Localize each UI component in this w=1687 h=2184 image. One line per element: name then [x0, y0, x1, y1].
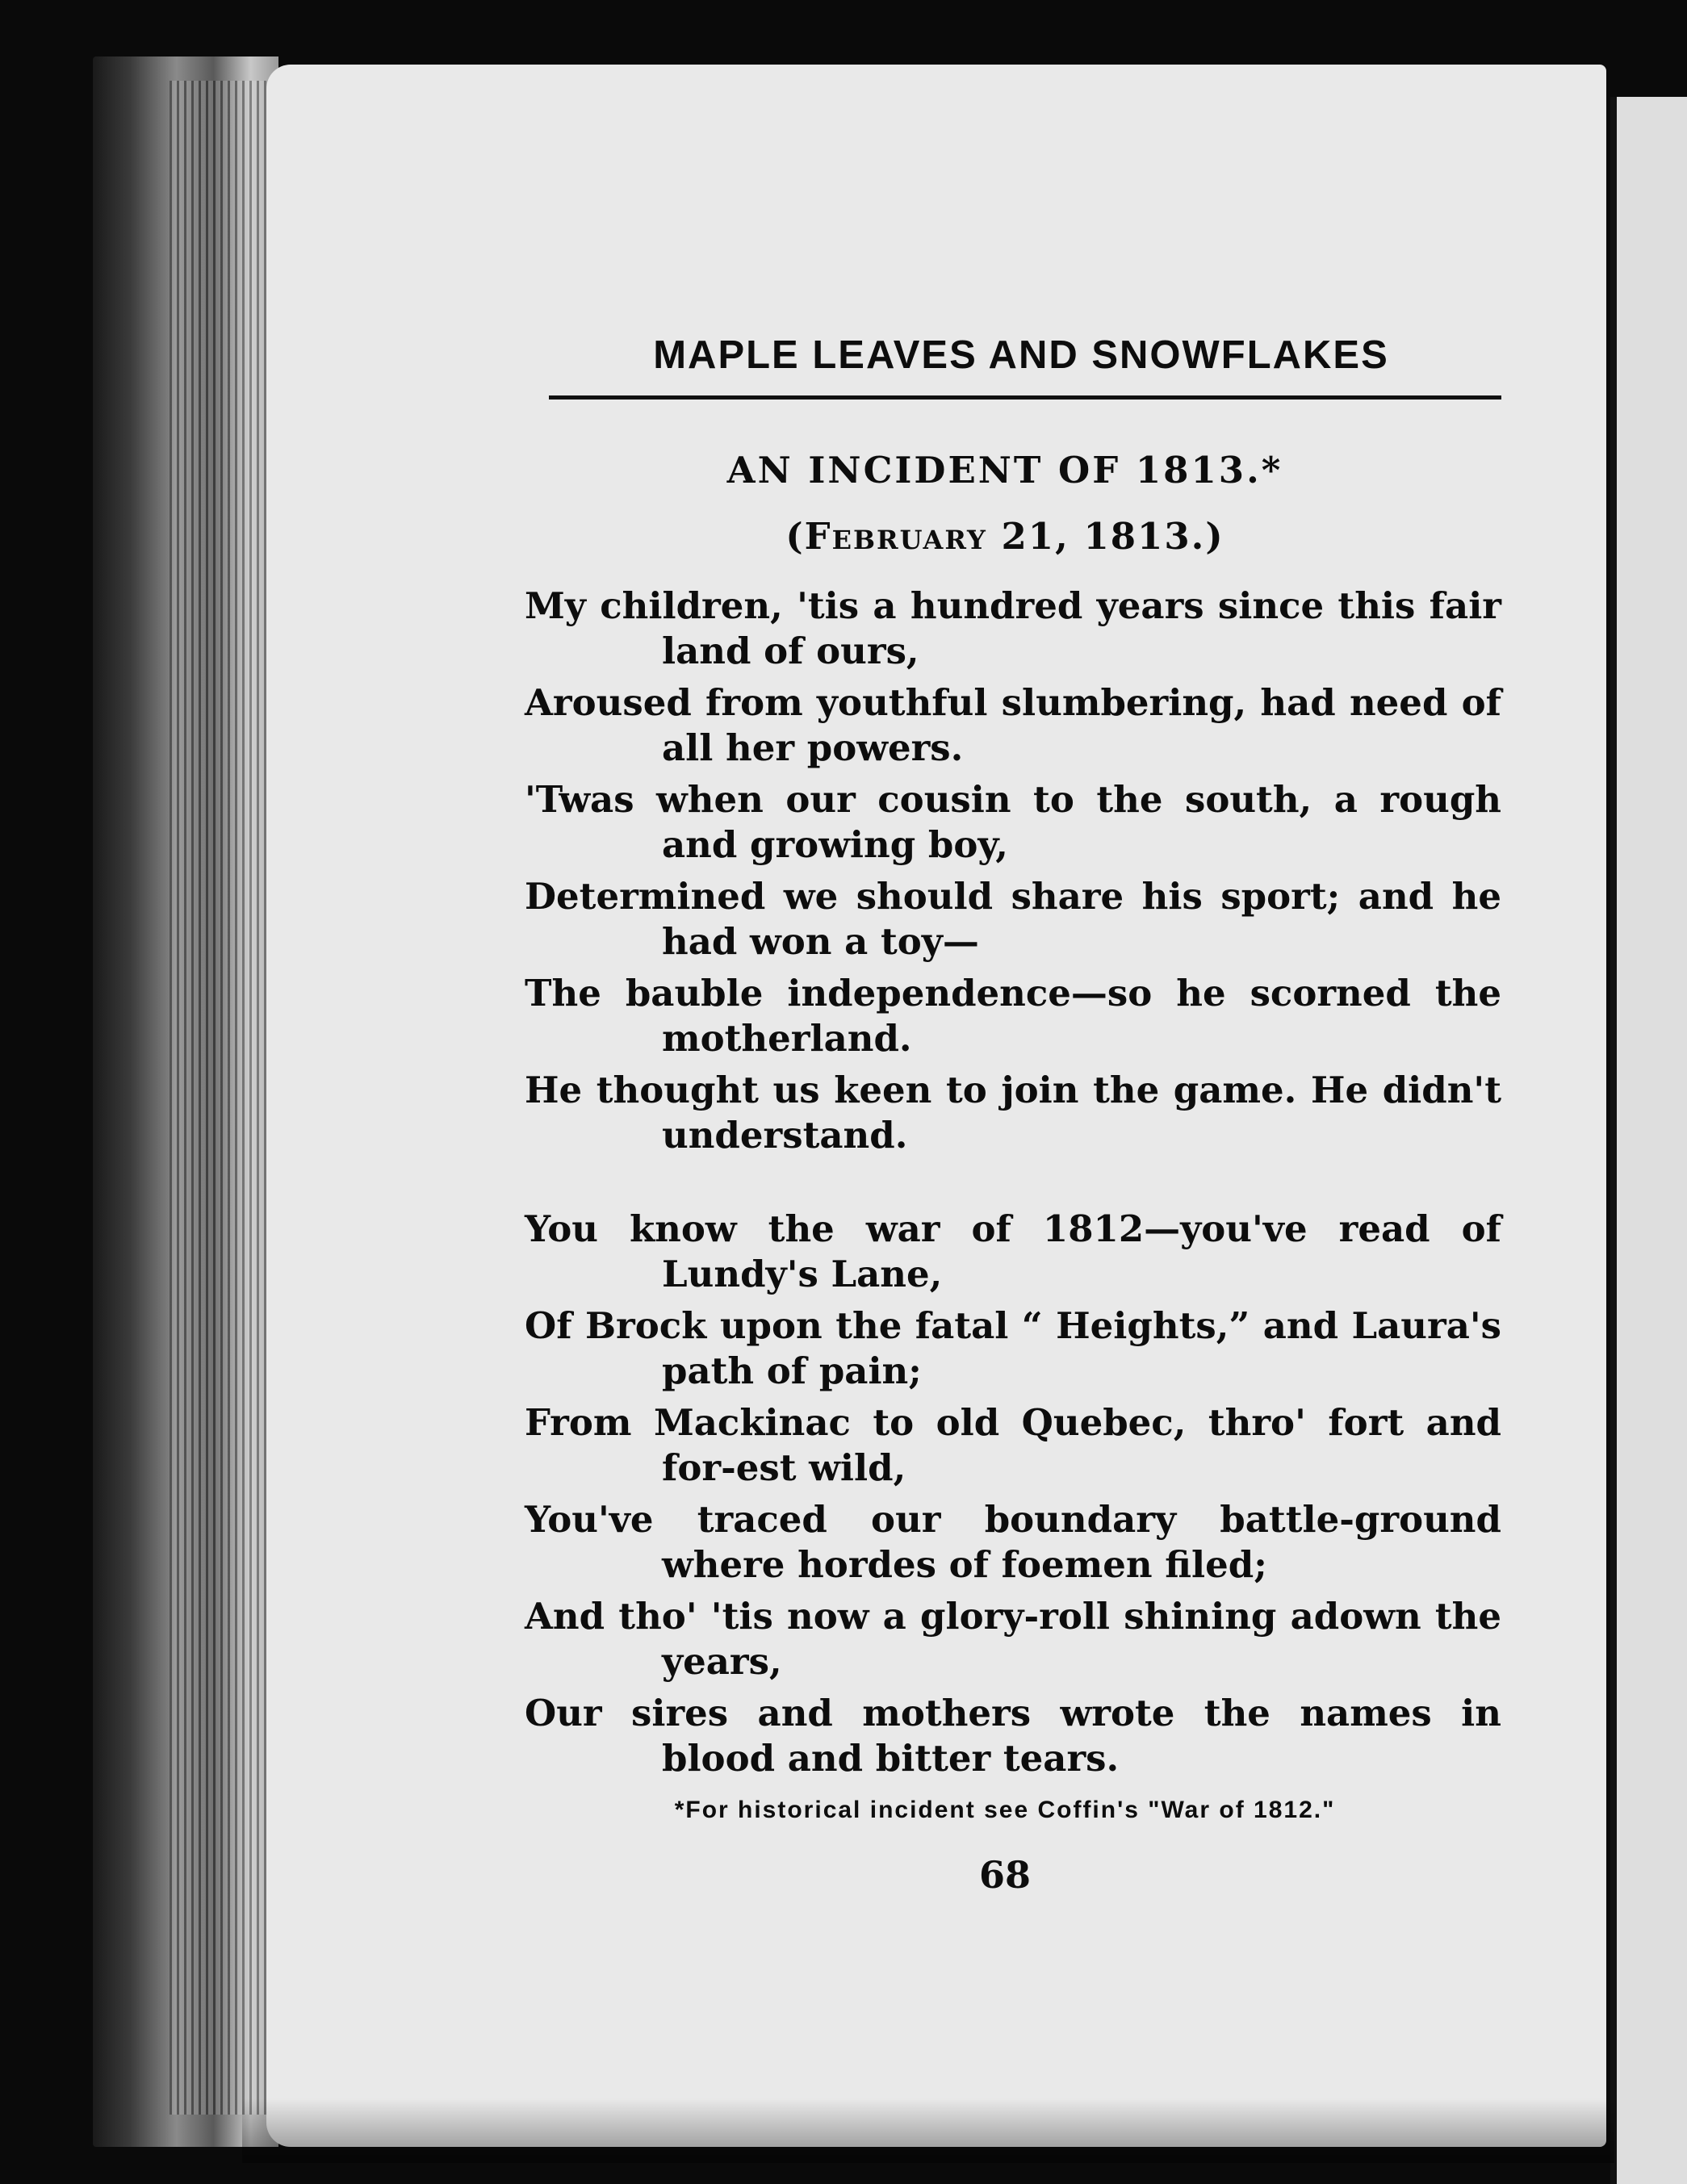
footnote: *For historical incident see Coffin's "War of 1812." [674, 1797, 1336, 1823]
header-rule [549, 395, 1501, 400]
verse-line: He thought us keen to join the game. He didn't understand. [525, 1069, 1501, 1157]
verse-line: You've traced our boundary battle-ground where hordes of foemen filed; [525, 1498, 1501, 1586]
verse-line: Our sires and mothers wrote the names in blood and bitter tears. [525, 1692, 1501, 1780]
poem-title: AN INCIDENT OF 1813.* [726, 449, 1283, 492]
page-content [509, 331, 1501, 1897]
stanza-2 [509, 1207, 1501, 1781]
stanza-1 [509, 584, 1501, 1158]
poem-subtitle: (February 21, 1813.) [785, 515, 1224, 558]
verse-line: Of Brock upon the fatal “ Heights,” and Laura's path of pain; [525, 1304, 1501, 1392]
verse-line: Determined we should share his sport; and he had won a toy— [525, 875, 1501, 963]
verse-line: 'Twas when our cousin to the south, a rough and growing boy, [525, 778, 1501, 866]
verse-line: From Mackinac to old Quebec, thro' fort and for-est wild, [525, 1401, 1501, 1489]
verse-line: You know the war of 1812—you've read of Lundy's Lane, [525, 1207, 1501, 1295]
verse-line: Aroused from youthful slumbering, had need of all her powers. [525, 681, 1501, 769]
running-head: MAPLE LEAVES AND SNOWFLAKES [653, 333, 1389, 377]
verse-line: And tho' 'tis now a glory-roll shining adown the years, [525, 1595, 1501, 1683]
page-number: 68 [978, 1853, 1031, 1897]
page-shadow [242, 2098, 1614, 2163]
verse-line: The bauble independence—so he scorned the motherland. [525, 972, 1501, 1060]
page-edges [170, 81, 266, 2115]
verse-line: My children, 'tis a hundred years since this fair land of ours, [525, 584, 1501, 672]
facing-page-edge [1610, 97, 1687, 2184]
